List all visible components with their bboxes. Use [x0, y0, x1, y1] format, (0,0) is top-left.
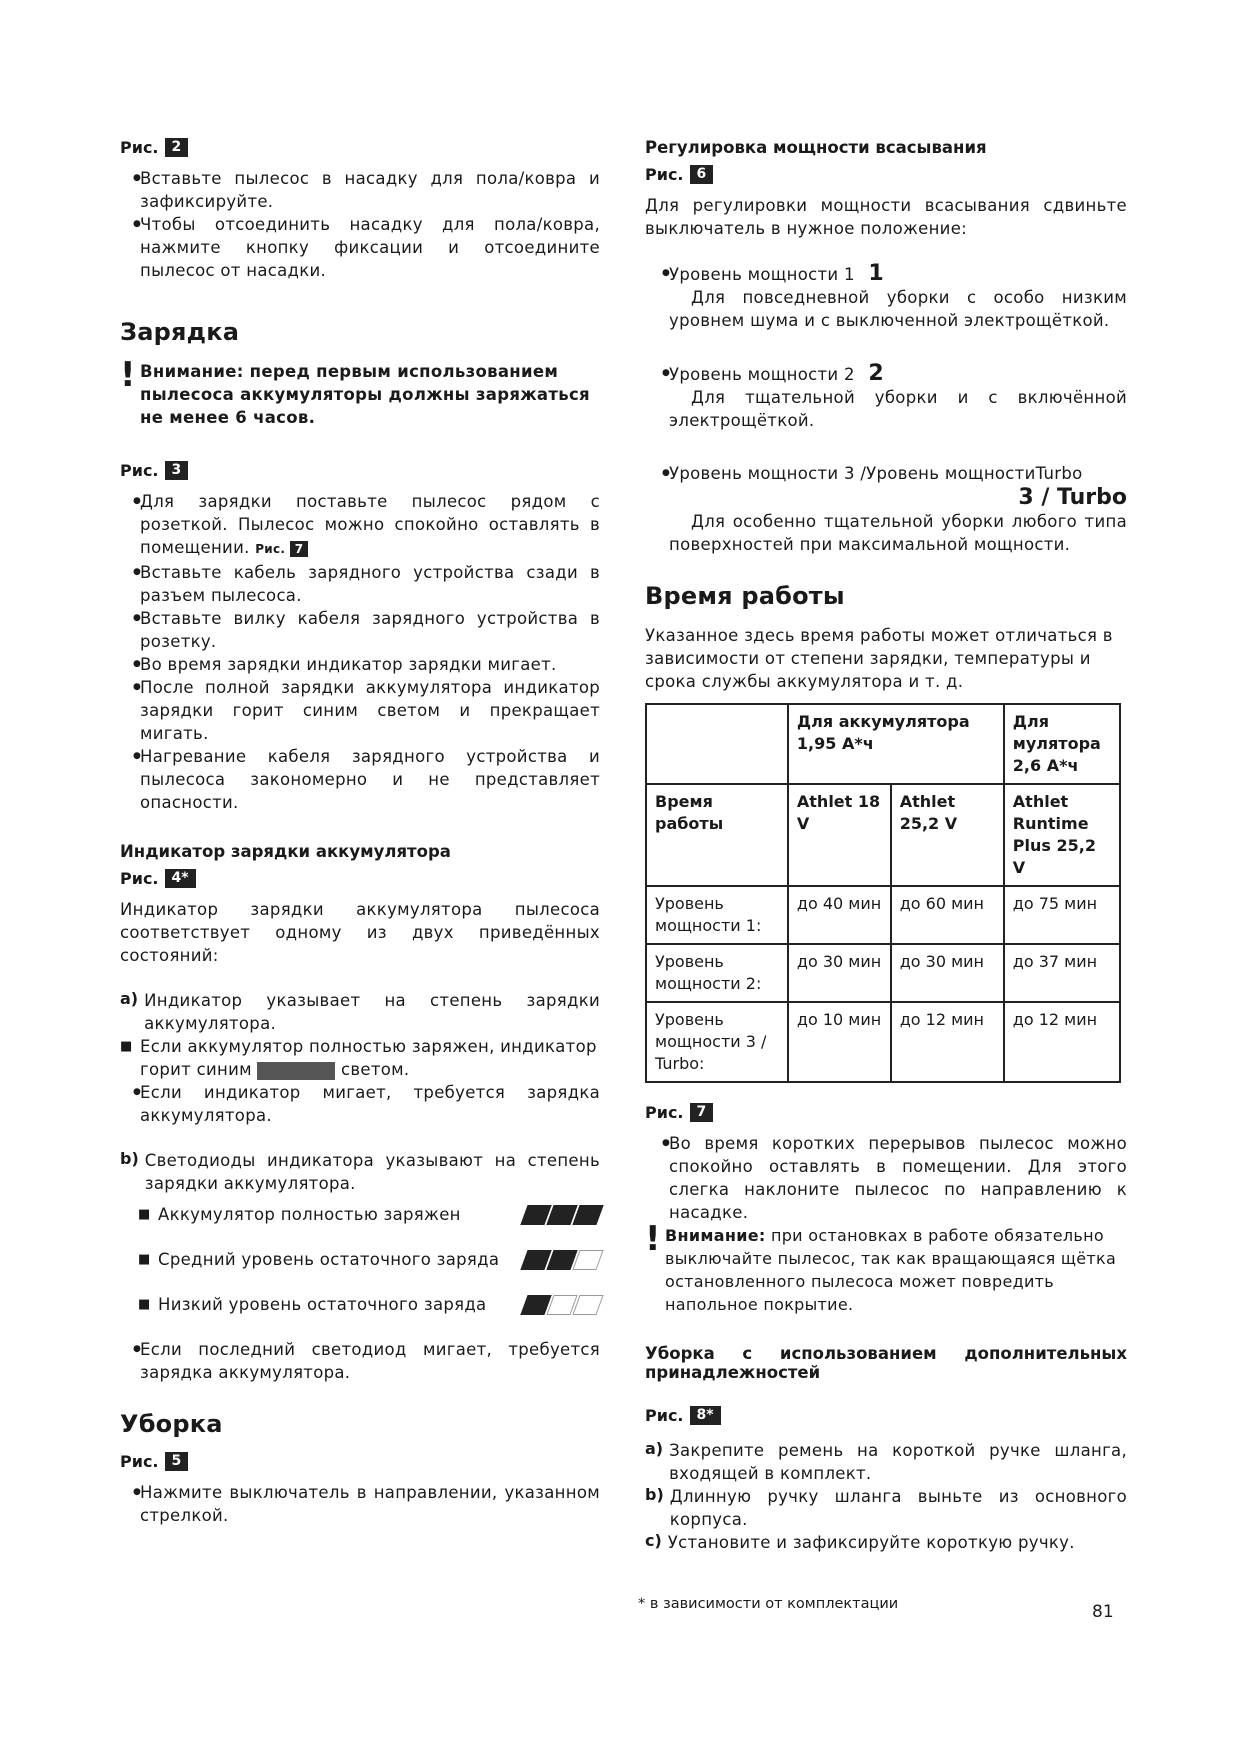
figure-number: 2	[165, 138, 189, 157]
figure-label-2: Рис. 2	[120, 138, 600, 157]
fig7-warning: ! Внимание: при остановках в работе обязательно выключайте пылесос, так как вращающаяся щётка остановленного пылесоса может повредить напольное покрытие.	[645, 1219, 1117, 1314]
left-column	[120, 138, 600, 1527]
charging-warning: ! Внимание: перед первым использованием пылесоса аккумуляторы должны заряжаться не менее 6 часов.	[120, 355, 590, 427]
figure-label-4: Рис. 4*	[120, 869, 600, 888]
exclamation-icon: !	[645, 1219, 661, 1259]
state-b: b) Светодиоды индикатора указывают на степень зарядки аккумулятора.	[120, 1149, 600, 1193]
figure-number: 5	[165, 1452, 189, 1471]
power-level-1: ● Уровень мощности 1 1 Для повседневной уборки с особо низким уровнем шума и с выключенной электрощёткой.	[645, 262, 1127, 332]
led-level-label: ■ Аккумулятор полностью заряжен	[138, 1203, 461, 1226]
led-segment	[572, 1295, 603, 1315]
table-cell: до 30 мин	[788, 944, 891, 1002]
table-cell: Уровень мощности 2:	[646, 944, 788, 1002]
last-led-note	[120, 1338, 600, 1384]
table-row	[646, 886, 1120, 944]
section-title-cleaning: Уборка	[120, 1410, 223, 1438]
state-a: a) Индикатор указывает на степень зарядки аккумулятора.	[120, 989, 600, 1033]
table-header: Athlet 25,2 V	[891, 784, 1004, 886]
footnote: * в зависимости от комплектации	[638, 1596, 899, 1612]
led-level-row	[138, 1293, 600, 1316]
state-a-full	[120, 1035, 600, 1081]
list-item: ● Нагревание кабеля зарядного устройства и пылесоса закономерно и не представляет опасности.	[140, 745, 600, 814]
table-row	[646, 704, 1120, 784]
list-item: ● Во время коротких перерывов пылесос можно спокойно оставлять в помещении. Для этого слегка наклоните пылесос по направлению к насадке.	[669, 1132, 1127, 1224]
runtime-table	[645, 703, 1121, 1083]
list-item: ● Чтобы отсоединить насадку для пола/ковра, нажмите кнопку фиксации и отсоедините пылесос от насадки.	[140, 213, 600, 282]
table-cell: до 60 мин	[891, 886, 1004, 944]
accessory-step-a: a) Закрепите ремень на короткой ручке шланга, входящей в комплект.	[645, 1439, 1127, 1483]
led-segment	[572, 1250, 603, 1270]
section-title-accessories: Уборка с использованием дополнительных принадлежностей	[645, 1344, 1127, 1382]
table-header: Время работы	[646, 784, 788, 886]
figure-number: 3	[165, 461, 189, 480]
figure-number: 8*	[690, 1406, 721, 1425]
fig2-list	[120, 167, 600, 282]
list-item: ● Во время зарядки индикатор зарядки мигает.	[140, 653, 600, 676]
accessory-step-b: b) Длинную ручку шланга выньте из основного корпуса.	[645, 1485, 1127, 1529]
battery-leds-icon	[524, 1250, 600, 1270]
list-item: ● Вставьте кабель зарядного устройства сзади в разъем пылесоса.	[140, 561, 600, 607]
list-item: ● После полной зарядки аккумулятора индикатор зарядки горит синим светом и прекращает мигать.	[140, 676, 600, 745]
list-item: ● Уровень мощности 2 2	[669, 362, 1127, 386]
list-item: ● Вставьте пылесос в насадку для пола/ковра и зафиксируйте.	[140, 167, 600, 213]
exclamation-icon: !	[120, 355, 136, 395]
table-header: Athlet 18 V	[788, 784, 891, 886]
right-column	[645, 138, 1127, 1554]
table-cell: до 12 мин	[891, 1002, 1004, 1082]
figure-label-6: Рис. 6	[645, 165, 1127, 184]
accessory-step-c: c) Установите и зафиксируйте короткую ручку.	[645, 1531, 1075, 1552]
table-cell: до 12 мин	[1004, 1002, 1120, 1082]
list-item: ● Уровень мощности 3 /Уровень мощностиTurbo	[669, 462, 1127, 485]
level-symbol: 3 / Turbo	[1018, 485, 1127, 510]
power-level-2: ● Уровень мощности 2 2 Для тщательной уборки и с включённой электрощёткой.	[645, 362, 1127, 432]
led-level-row	[138, 1248, 600, 1271]
table-cell: Уровень мощности 1:	[646, 886, 788, 944]
section-title-suction: Регулировка мощности всасывания	[645, 138, 987, 157]
led-level-row	[138, 1203, 600, 1226]
table-header: Для мулятора 2,6 А*ч	[1004, 704, 1120, 784]
charge-indicator-bar	[257, 1062, 335, 1080]
level-symbol: 2	[868, 361, 884, 386]
table-row	[646, 784, 1120, 886]
led-level-label: ■ Средний уровень остаточного заряда	[138, 1248, 499, 1271]
runtime-intro: Указанное здесь время работы может отличаться в зависимости от степени зарядки, температуры и срока службы аккумулятора и т. д.	[645, 626, 1113, 691]
fig3-list	[120, 490, 600, 814]
figure-number: 4*	[165, 869, 196, 888]
figure-label-5: Рис. 5	[120, 1452, 600, 1471]
section-title-charging: Зарядка	[120, 318, 240, 346]
table-cell: до 30 мин	[891, 944, 1004, 1002]
table-row	[646, 1002, 1120, 1082]
list-item: ● Если последний светодиод мигает, требуется зарядка аккумулятора.	[140, 1338, 600, 1384]
battery-leds-icon	[524, 1205, 600, 1225]
table-row	[646, 944, 1120, 1002]
section-title-indicator: Индикатор зарядки аккумулятора	[120, 842, 451, 861]
table-cell: до 10 мин	[788, 1002, 891, 1082]
table-header: Для аккумулятора 1,95 А*ч	[788, 704, 1004, 784]
figure-ref-7: Рис. 7	[255, 542, 308, 556]
led-segment	[572, 1205, 603, 1225]
state-a-blink	[120, 1081, 600, 1127]
fig5-list	[120, 1481, 600, 1527]
table-cell: Уровень мощности 3 / Turbo:	[646, 1002, 788, 1082]
figure-number: 6	[690, 165, 714, 184]
table-header: Athlet Runtime Plus 25,2 V	[1004, 784, 1120, 886]
list-item: ● Если индикатор мигает, требуется зарядка аккумулятора.	[140, 1081, 600, 1127]
table-cell: до 37 мин	[1004, 944, 1120, 1002]
list-item: ● Для зарядки поставьте пылесос рядом с розеткой. Пылесос можно спокойно оставлять в помещении. Рис. 7	[140, 490, 600, 561]
list-item: ● Вставьте вилку кабеля зарядного устройства в розетку.	[140, 607, 600, 653]
list-item: ● Нажмите выключатель в направлении, указанном стрелкой.	[140, 1481, 600, 1527]
level-symbol: 1	[868, 261, 884, 286]
indicator-intro: Индикатор зарядки аккумулятора пылесоса соответствует одному из двух приведённых состояний:	[120, 900, 600, 965]
figure-number: 7	[690, 1103, 714, 1122]
figure-label-7: Рис. 7	[645, 1103, 1127, 1122]
page-number: 81	[1092, 1602, 1114, 1622]
suction-intro: Для регулировки мощности всасывания сдвиньте выключатель в нужное положение:	[645, 196, 1127, 238]
table-cell: до 40 мин	[788, 886, 891, 944]
section-title-runtime: Время работы	[645, 582, 845, 610]
battery-leds-icon	[524, 1295, 600, 1315]
fig7-list	[645, 1132, 1127, 1224]
led-levels	[120, 1203, 600, 1316]
figure-label-8: Рис. 8*	[645, 1406, 1127, 1425]
list-item: ■ Если аккумулятор полностью заряжен, индикатор горит синим светом.	[120, 1035, 600, 1081]
power-level-3: ● Уровень мощности 3 /Уровень мощностиTurbo 3 / Turbo Для особенно тщательной уборки любого типа поверхностей при максимальной мощности.	[645, 462, 1127, 556]
table-cell: до 75 мин	[1004, 886, 1120, 944]
led-level-label: ■ Низкий уровень остаточного заряда	[138, 1293, 486, 1316]
figure-label-3: Рис. 3	[120, 461, 600, 480]
list-item: ● Уровень мощности 1 1	[669, 262, 1127, 286]
